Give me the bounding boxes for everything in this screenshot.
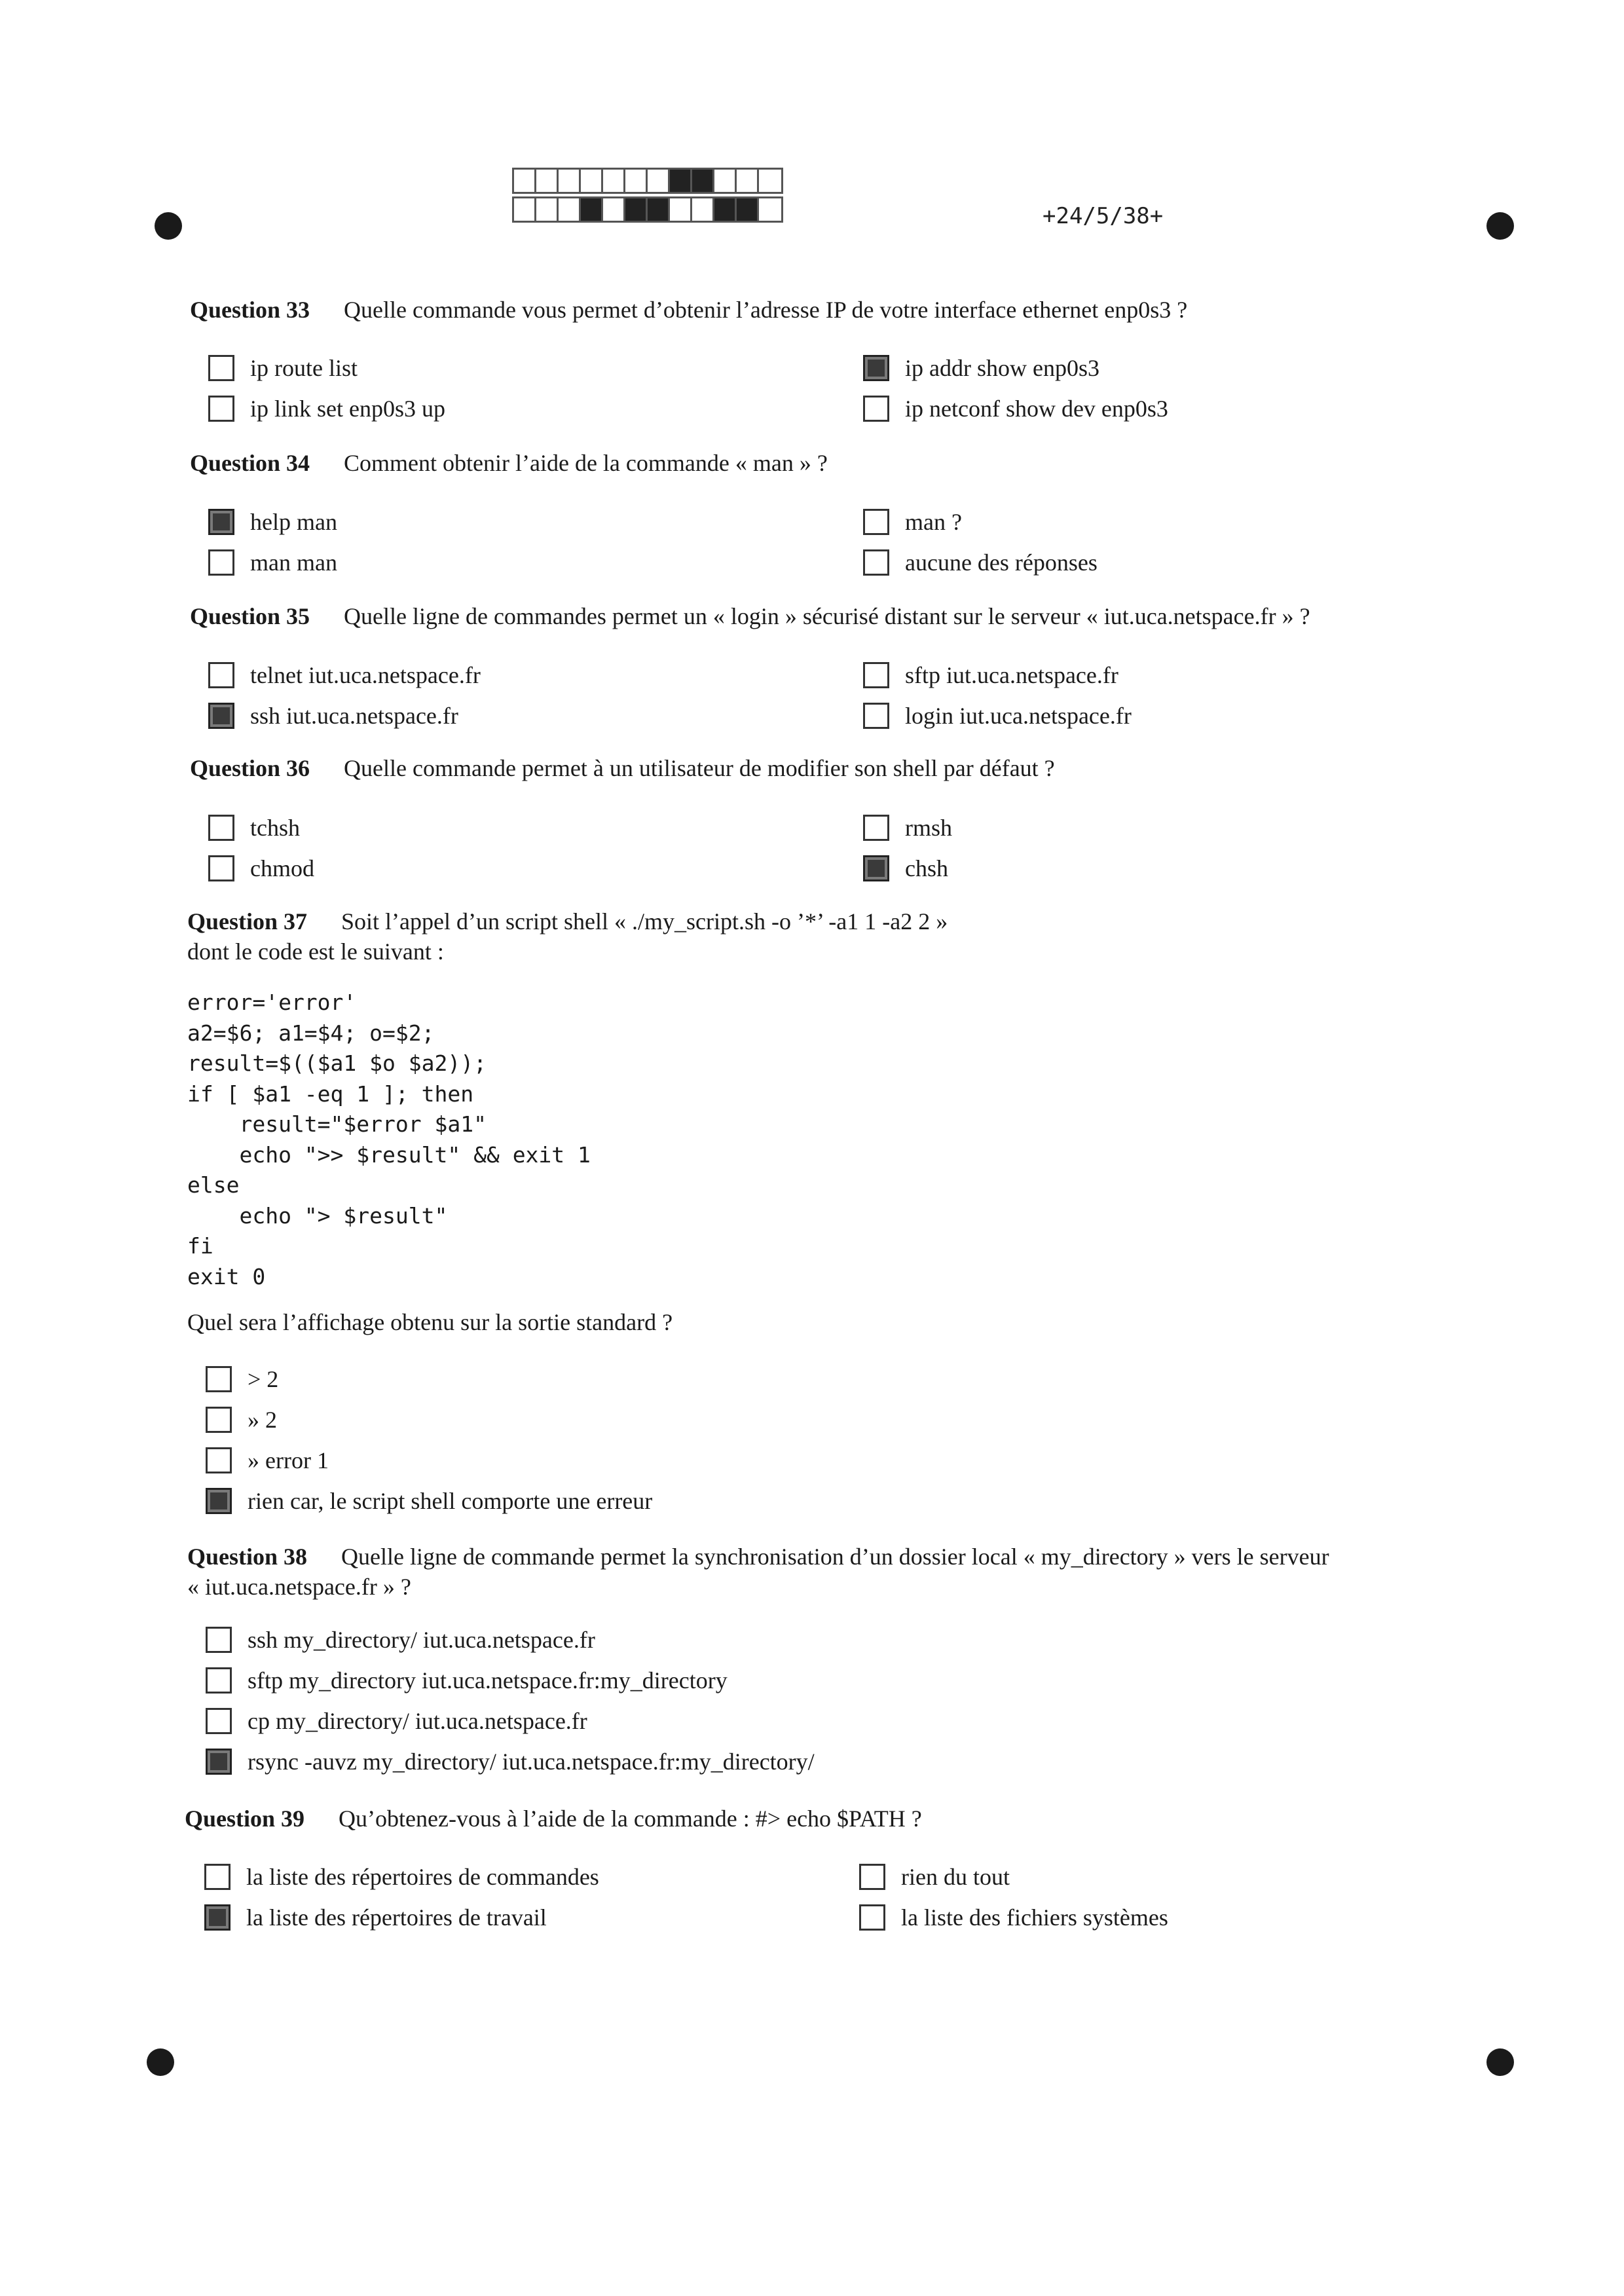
answer-option[interactable] — [208, 548, 337, 577]
option-label: rien car, le script shell comporte une erreur — [248, 1488, 653, 1514]
checkbox[interactable] — [208, 396, 234, 422]
answer-option[interactable] — [206, 1666, 728, 1695]
option-label: cp my_directory/ iut.uca.netspace.fr — [248, 1708, 587, 1734]
checkbox[interactable] — [859, 1904, 885, 1931]
option-label: » 2 — [248, 1407, 277, 1433]
checkbox[interactable] — [206, 1749, 232, 1775]
checkbox[interactable] — [208, 662, 234, 688]
question-text: Quelle ligne de commandes permet un « login » sécurisé distant sur le serveur « iut.uca.netspace.fr » ? — [344, 603, 1310, 629]
checkbox[interactable] — [863, 855, 889, 881]
barcode-row-1 — [512, 168, 783, 194]
barcode-cell — [692, 198, 714, 221]
barcode-cell — [581, 198, 603, 221]
question-38-title — [187, 1542, 1329, 1572]
option-label: rmsh — [905, 815, 952, 841]
answer-option[interactable] — [206, 1365, 278, 1394]
option-label: sftp my_directory iut.uca.netspace.fr:my_directory — [248, 1667, 728, 1694]
option-label: ssh my_directory/ iut.uca.netspace.fr — [248, 1627, 595, 1653]
option-label: ip addr show enp0s3 — [905, 355, 1099, 381]
checkbox[interactable] — [206, 1447, 232, 1473]
registration-mark-top-left — [155, 212, 182, 240]
question-label: Question 35 — [190, 603, 310, 629]
question-text: Quelle commande permet à un utilisateur de modifier son shell par défaut ? — [344, 755, 1055, 781]
option-label: telnet iut.uca.netspace.fr — [250, 662, 481, 688]
answer-option[interactable] — [206, 1625, 595, 1654]
option-label: chsh — [905, 855, 948, 881]
checkbox[interactable] — [863, 549, 889, 576]
answer-option[interactable] — [208, 701, 458, 730]
checkbox[interactable] — [859, 1864, 885, 1890]
barcode-cell — [514, 198, 536, 221]
answer-option[interactable] — [863, 508, 962, 536]
option-label: tchsh — [250, 815, 300, 841]
option-label: rsync -auvz my_directory/ iut.uca.netspace.fr:my_directory/ — [248, 1749, 815, 1775]
question-36-title — [190, 753, 1055, 783]
question-text-continued: dont le code est le suivant : — [187, 938, 444, 965]
barcode-cell — [559, 170, 581, 192]
barcode-cell — [714, 198, 737, 221]
option-label: man man — [250, 549, 337, 576]
answer-option[interactable] — [863, 854, 948, 883]
question-label: Question 37 — [187, 908, 308, 935]
question-text-continued: « iut.uca.netspace.fr » ? — [187, 1574, 411, 1600]
barcode-row-2 — [512, 196, 783, 223]
answer-option[interactable] — [859, 1903, 1168, 1932]
checkbox[interactable] — [863, 815, 889, 841]
answer-option[interactable] — [208, 854, 314, 883]
question-label: Question 38 — [187, 1544, 308, 1570]
answer-option[interactable] — [863, 394, 1168, 423]
option-label: help man — [250, 509, 337, 535]
barcode-cell — [559, 198, 581, 221]
checkbox[interactable] — [206, 1627, 232, 1653]
answer-option[interactable] — [204, 1903, 547, 1932]
registration-mark-bottom-left — [147, 2048, 174, 2076]
checkbox[interactable] — [204, 1864, 231, 1890]
option-label: login iut.uca.netspace.fr — [905, 703, 1132, 729]
answer-option[interactable] — [206, 1707, 587, 1735]
question-prompt: Quel sera l’affichage obtenu sur la sortie standard ? — [187, 1309, 673, 1335]
page-id: +24/5/38+ — [1043, 203, 1164, 229]
checkbox[interactable] — [206, 1667, 232, 1694]
registration-mark-bottom-right — [1486, 2048, 1514, 2076]
question-label: Question 33 — [190, 297, 310, 323]
answer-option[interactable] — [208, 813, 300, 842]
checkbox[interactable] — [204, 1904, 231, 1931]
barcode-cell — [648, 170, 670, 192]
barcode-cell — [603, 170, 625, 192]
question-text: Quelle ligne de commande permet la synchronisation d’un dossier local « my_directory » vers le serveur — [341, 1544, 1329, 1570]
option-label: ip netconf show dev enp0s3 — [905, 396, 1168, 422]
barcode-cell — [670, 170, 692, 192]
barcode-cell — [625, 170, 648, 192]
option-label: ip route list — [250, 355, 358, 381]
barcode-cell — [536, 198, 559, 221]
checkbox[interactable] — [208, 855, 234, 881]
option-label: man ? — [905, 509, 962, 535]
checkbox[interactable] — [863, 509, 889, 535]
checkbox[interactable] — [863, 662, 889, 688]
question-35-title — [190, 601, 1310, 631]
answer-option[interactable] — [204, 1862, 599, 1891]
answer-option[interactable] — [206, 1747, 815, 1776]
answer-option[interactable] — [206, 1487, 652, 1515]
barcode-cell — [737, 198, 759, 221]
answer-option[interactable] — [208, 394, 445, 423]
option-label: la liste des répertoires de travail — [246, 1904, 547, 1931]
answer-option[interactable] — [863, 701, 1132, 730]
option-label: sftp iut.uca.netspace.fr — [905, 662, 1118, 688]
answer-option[interactable] — [208, 508, 337, 536]
barcode-cell — [514, 170, 536, 192]
barcode-cell — [625, 198, 648, 221]
barcode-cell — [759, 170, 781, 192]
checkbox[interactable] — [208, 815, 234, 841]
checkbox[interactable] — [206, 1366, 232, 1392]
option-label: la liste des répertoires de commandes — [246, 1864, 599, 1890]
option-label: chmod — [250, 855, 314, 881]
barcode-cell — [670, 198, 692, 221]
answer-option[interactable] — [863, 661, 1118, 690]
barcode-cell — [648, 198, 670, 221]
answer-option[interactable] — [206, 1405, 277, 1434]
answer-option[interactable] — [206, 1446, 329, 1475]
checkbox[interactable] — [206, 1488, 232, 1514]
answer-option[interactable] — [208, 354, 358, 382]
barcode-cell — [737, 170, 759, 192]
checkbox[interactable] — [208, 355, 234, 381]
barcode-cell — [692, 170, 714, 192]
question-39-title — [185, 1804, 922, 1834]
checkbox[interactable] — [863, 355, 889, 381]
checkbox[interactable] — [208, 509, 234, 535]
checkbox[interactable] — [208, 549, 234, 576]
question-33-title — [190, 295, 1187, 325]
barcode-cell — [759, 198, 781, 221]
question-37-title — [187, 906, 948, 936]
registration-mark-top-right — [1486, 212, 1514, 240]
question-label: Question 34 — [190, 450, 310, 476]
answer-option[interactable] — [863, 548, 1098, 577]
question-34-title — [190, 448, 828, 478]
option-label: > 2 — [248, 1366, 279, 1392]
barcode-cell — [536, 170, 559, 192]
option-label: ssh iut.uca.netspace.fr — [250, 703, 458, 729]
barcode-cell — [581, 170, 603, 192]
checkbox[interactable] — [208, 703, 234, 729]
checkbox[interactable] — [206, 1407, 232, 1433]
option-label: ip link set enp0s3 up — [250, 396, 445, 422]
shell-script-code: error='error' a2=$6; a1=$4; o=$2; result=$(($a1 $o $a2)); if [ $a1 -eq 1 ]; then result="$error $a1" echo ">> $result" && exit 1 else echo "> $result" fi exit 0 — [187, 990, 591, 1289]
answer-option[interactable] — [208, 661, 481, 690]
answer-option[interactable] — [863, 813, 952, 842]
barcode-cell — [603, 198, 625, 221]
question-text: Quelle commande vous permet d’obtenir l’adresse IP de votre interface ethernet enp0s3 ? — [344, 297, 1188, 323]
question-text: Comment obtenir l’aide de la commande « man » ? — [344, 450, 828, 476]
option-label: » error 1 — [248, 1447, 329, 1473]
answer-option[interactable] — [859, 1862, 1010, 1891]
option-label: la liste des fichiers systèmes — [901, 1904, 1168, 1931]
option-label: aucune des réponses — [905, 549, 1098, 576]
checkbox[interactable] — [863, 703, 889, 729]
checkbox[interactable] — [206, 1708, 232, 1734]
question-text: Soit l’appel d’un script shell « ./my_script.sh -o ’*’ -a1 1 -a2 2 » — [341, 908, 948, 935]
question-label: Question 36 — [190, 755, 310, 781]
answer-option[interactable] — [863, 354, 1099, 382]
question-text: Qu’obtenez-vous à l’aide de la commande : #> echo $PATH ? — [339, 1805, 922, 1832]
checkbox[interactable] — [863, 396, 889, 422]
option-label: rien du tout — [901, 1864, 1010, 1890]
question-label: Question 39 — [185, 1805, 305, 1832]
barcode-cell — [714, 170, 737, 192]
